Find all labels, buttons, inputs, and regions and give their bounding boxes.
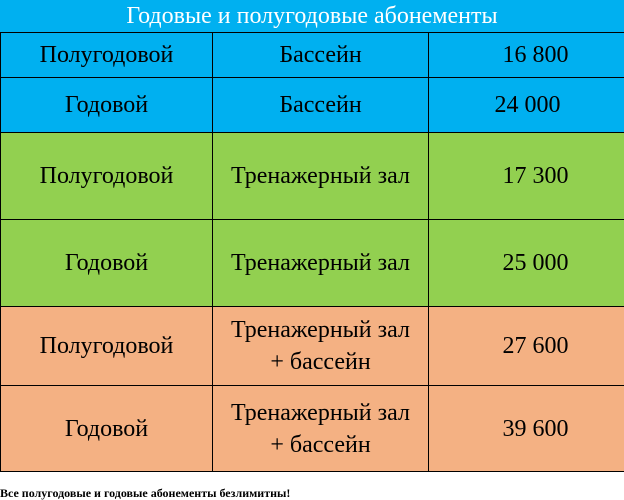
membership-type-cell: Годовой — [1, 220, 213, 307]
membership-type-cell: Полугодовой — [1, 133, 213, 220]
price-value: 25 000 — [502, 250, 569, 276]
price-cell — [429, 386, 624, 472]
price-value: 24 000 — [494, 92, 561, 118]
price-cell — [429, 133, 624, 220]
price-value: 27 600 — [502, 333, 569, 359]
price-value: 16 800 — [502, 42, 569, 68]
service-cell: Бассейн — [213, 33, 429, 78]
membership-price-table — [0, 32, 624, 472]
page-title: Годовые и полугодовые абонементы — [0, 0, 624, 32]
membership-type-cell: Полугодовой — [1, 307, 213, 386]
service-cell — [213, 386, 429, 472]
table-row — [1, 78, 624, 133]
footnote: Все полугодовые и годовые абонементы безлимитны! — [0, 486, 291, 500]
price-cell — [429, 220, 624, 307]
table-row — [1, 133, 624, 220]
membership-type-cell: Годовой — [1, 386, 213, 472]
service-cell: Бассейн — [213, 78, 429, 133]
membership-type-cell: Полугодовой — [1, 33, 213, 78]
service-line: Тренажерный зал — [231, 399, 410, 426]
table-row — [1, 33, 624, 78]
service-line: + бассейн — [270, 349, 371, 375]
service-cell — [213, 307, 429, 386]
service-line: + бассейн — [270, 431, 371, 458]
service-cell: Тренажерный зал — [213, 133, 429, 220]
price-value: 39 600 — [502, 415, 569, 442]
table-row — [1, 386, 624, 472]
price-value: 17 300 — [502, 163, 569, 189]
price-cell — [429, 33, 624, 78]
table-row — [1, 220, 624, 307]
membership-type-cell: Годовой — [1, 78, 213, 133]
table-row — [1, 307, 624, 386]
service-line: Тренажерный зал — [231, 317, 410, 343]
price-cell — [429, 307, 624, 386]
price-cell — [429, 78, 624, 133]
service-cell: Тренажерный зал — [213, 220, 429, 307]
